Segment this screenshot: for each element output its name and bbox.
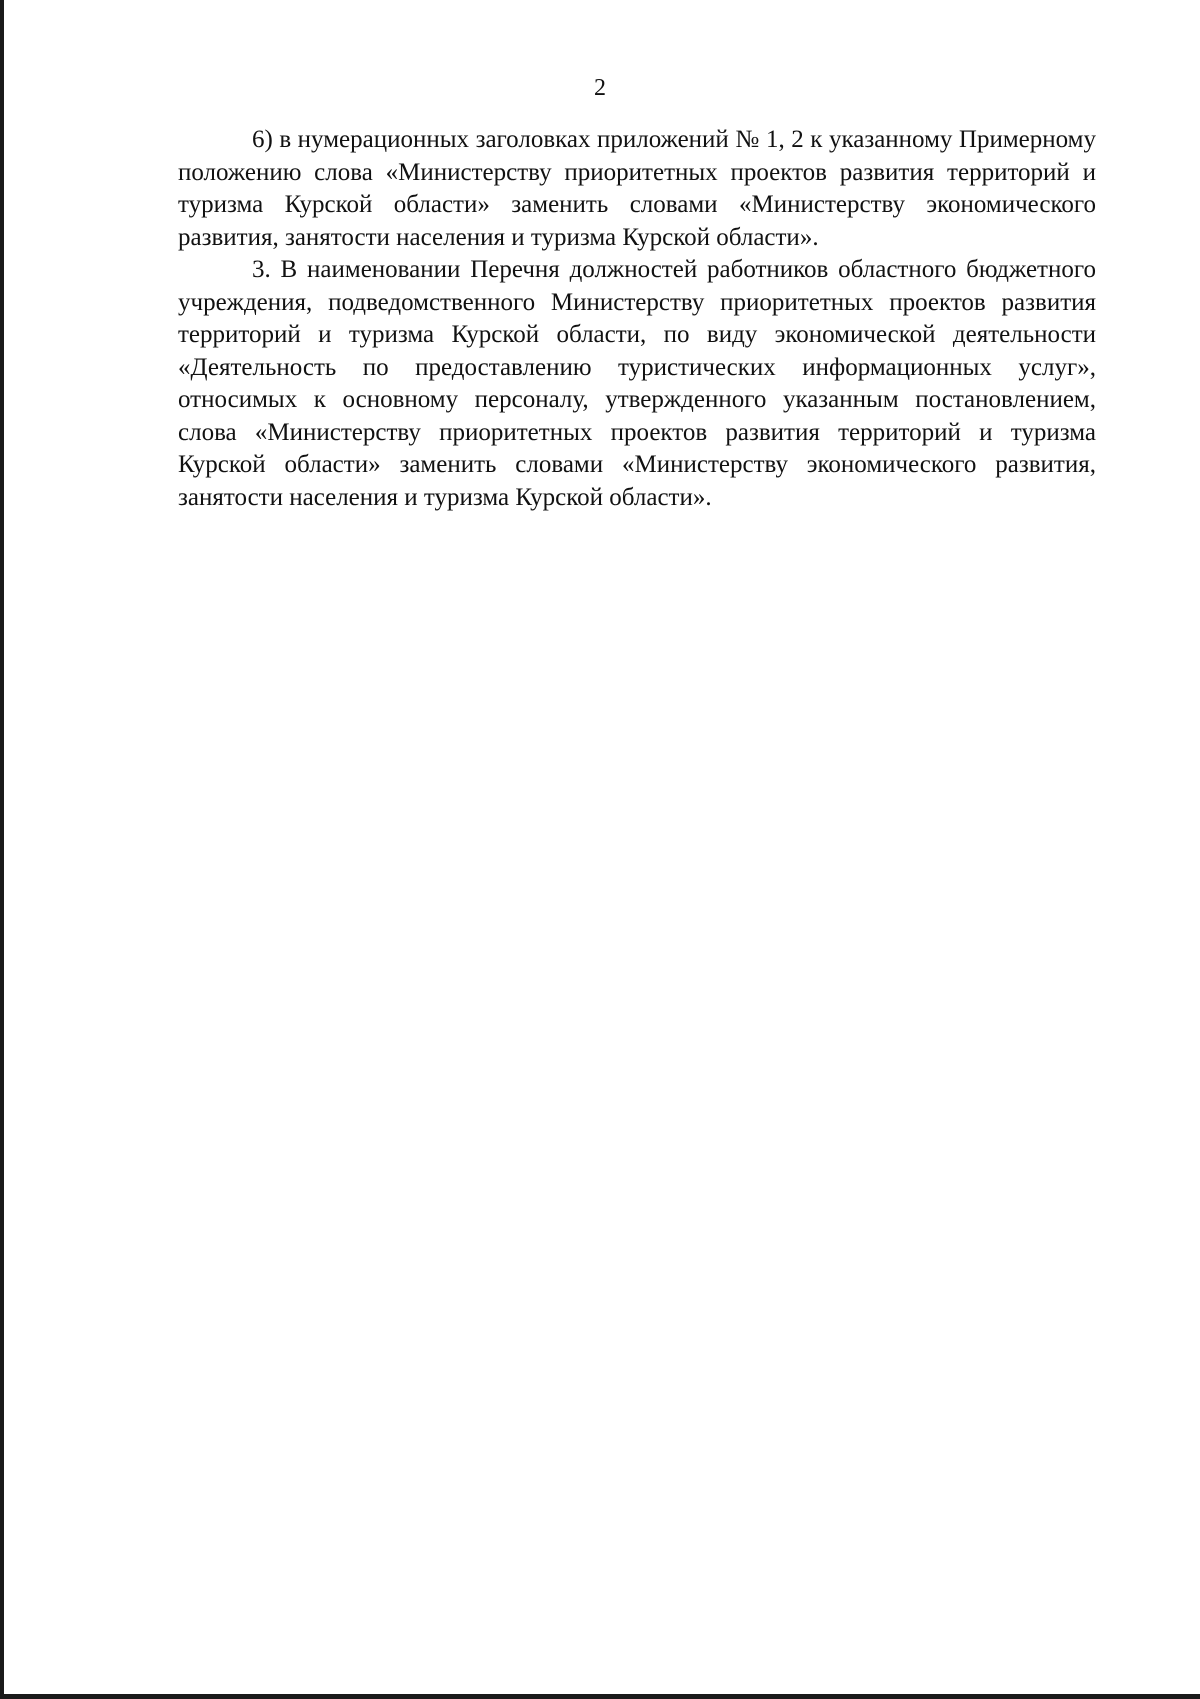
paragraph-6-headings: 6) в нумерационных заголовках приложений № 1, 2 к указанному Примерному положению слова «Министерству приоритетных проектов развития территорий и туризма Курской области» заменить словами «Министерству экономического развития, занятости населения и туризма Курской области». xyxy=(178,126,1096,251)
scan-border-bottom xyxy=(0,1694,1200,1699)
document-body xyxy=(178,124,1096,514)
scan-border-left xyxy=(0,0,4,1699)
paragraph-3-position-list: 3. В наименовании Перечня должностей работников областного бюджетного учреждения, подведомственного Министерству приоритетных проектов развития территорий и туризма Курской области, по виду экономической деятельности «Деятельность по предоставлению туристических информационных услуг», относимых к основному персоналу, утвержденного указанным постановлением, слова «Министерству приоритетных проектов развития территорий и туризма Курской области» заменить словами «Министерству экономического развития, занятости населения и туризма Курской области». xyxy=(178,256,1096,511)
page-number: 2 xyxy=(594,75,606,101)
